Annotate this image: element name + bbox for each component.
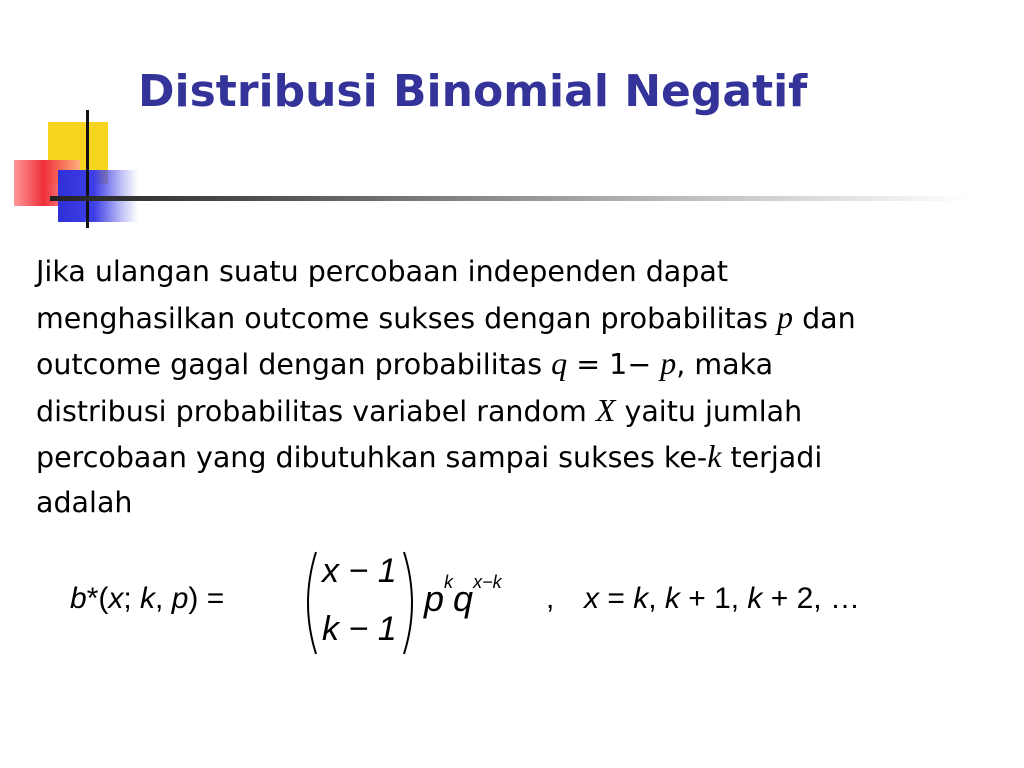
left-parenthesis xyxy=(298,548,320,658)
text: *( xyxy=(86,582,109,615)
right-parenthesis xyxy=(400,548,422,658)
paragraph-line-1 xyxy=(36,250,986,295)
text: = 1 xyxy=(567,348,628,381)
pmf-formula xyxy=(70,548,970,658)
var-p: p xyxy=(171,582,189,615)
var-k: k xyxy=(140,582,156,615)
text: Jika ulangan suatu percobaan independen dapat xyxy=(36,255,729,288)
minus-sign: − xyxy=(627,348,652,381)
text: outcome gagal dengan probabilitas xyxy=(36,348,552,381)
var-q: q xyxy=(453,578,474,619)
var-p: p xyxy=(660,345,677,381)
formula-pq xyxy=(424,572,502,620)
exponent-k: k xyxy=(444,572,454,592)
text xyxy=(651,348,660,381)
text: terjadi xyxy=(721,441,823,474)
paragraph-line-6 xyxy=(36,481,986,526)
paragraph-line-4 xyxy=(36,388,986,435)
text: k − 1 xyxy=(322,610,397,648)
text: + 1, xyxy=(679,582,748,615)
paragraph-line-3 xyxy=(36,341,986,388)
var-b: b xyxy=(70,582,87,615)
var-p: p xyxy=(424,578,445,619)
var-x: x xyxy=(584,582,599,615)
text: dan xyxy=(793,301,856,335)
var-k: k xyxy=(747,582,763,615)
text: ; xyxy=(123,582,141,615)
text: ) = xyxy=(188,582,225,615)
formula-comma: , xyxy=(546,582,555,615)
var-k: k xyxy=(707,438,722,474)
text: yaitu jumlah xyxy=(615,394,803,428)
var-x: x xyxy=(108,582,124,615)
slide-paragraph xyxy=(36,250,986,525)
formula-domain xyxy=(584,582,860,616)
text: + 2, … xyxy=(762,582,860,615)
formula-lhs xyxy=(70,582,224,616)
var-p: p xyxy=(777,298,794,335)
text: , xyxy=(155,582,172,615)
decor-vertical-line xyxy=(86,110,89,228)
paragraph-line-2 xyxy=(36,295,986,342)
var-q: q xyxy=(551,345,568,381)
text: , xyxy=(648,582,665,615)
text: , maka xyxy=(676,348,774,381)
binomial-bottom xyxy=(322,610,397,649)
exponent-x-minus-k: x−k xyxy=(473,572,502,592)
var-X: X xyxy=(595,391,616,428)
text: = xyxy=(599,582,634,615)
slide-title: Distribusi Binomial Negatif xyxy=(138,66,808,117)
text: menghasilkan outcome sukses dengan probabilitas xyxy=(36,301,778,335)
text: adalah xyxy=(36,485,133,519)
text: x − 1 xyxy=(322,552,397,590)
text: percobaan yang dibutuhkan sampai sukses ke- xyxy=(36,441,708,474)
paragraph-line-5 xyxy=(36,434,986,481)
var-k: k xyxy=(664,582,680,615)
binomial-top xyxy=(322,552,397,591)
var-k: k xyxy=(633,582,649,615)
text: distribusi probabilitas variabel random xyxy=(36,394,596,428)
title-underline xyxy=(50,196,970,201)
